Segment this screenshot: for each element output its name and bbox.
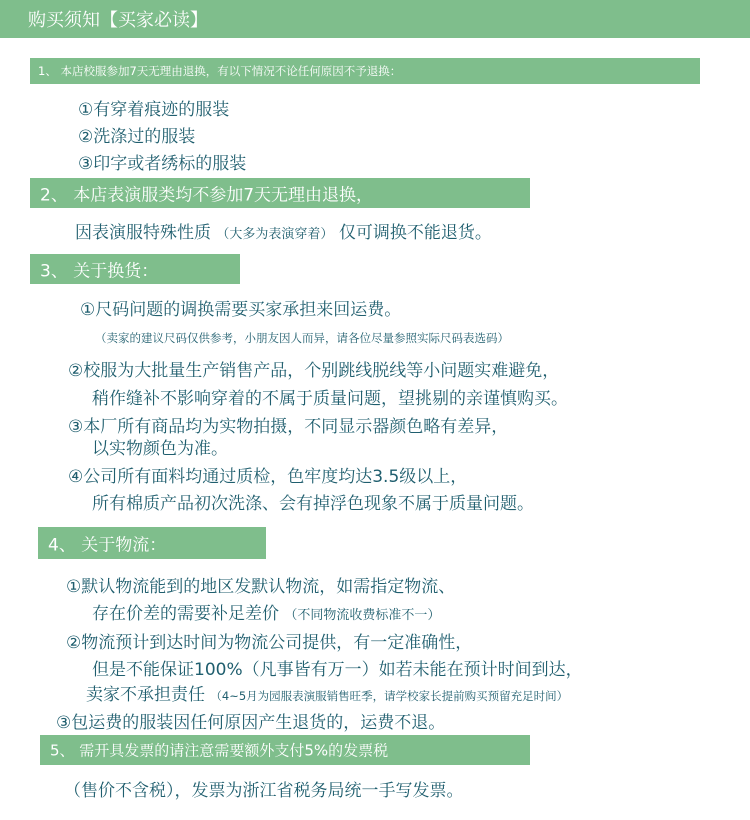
s4-item-2c: 卖家不承担责任	[86, 685, 205, 705]
s4-item-2c-row	[86, 680, 568, 705]
s4-item-2b: 但是不能保证100%（凡事皆有万一）如若未能在预计时间到达，	[92, 660, 583, 680]
s1-item-2: ②洗涤过的服装	[78, 127, 196, 147]
section-5-bar	[40, 735, 530, 765]
page-title: 购买须知【买家必读】	[28, 10, 208, 31]
s2-line-b: 仅可调换不能退货。	[338, 223, 492, 243]
section-4-heading: 4、 关于物流：	[48, 535, 167, 556]
s3-item-4b: 所有棉质产品初次洗涤、会有掉浮色现象不属于质量问题。	[92, 494, 534, 514]
section-5-heading: 5、 需开具发票的请注意需要额外支付5%的发票税	[50, 741, 389, 760]
section-2-bar	[30, 178, 530, 208]
s4-item-1b: 存在价差的需要补足差价	[92, 604, 279, 624]
s5-line: （售价不含税），发票为浙江省税务局统一手写发票。	[64, 781, 464, 801]
s4-item-2a: ②物流预计到达时间为物流公司提供，有一定准确性，	[66, 633, 473, 653]
s4-item-1b-row	[92, 599, 440, 624]
header-bar	[0, 0, 750, 38]
s3-item-3a: ③本厂所有商品均为实物拍摄，不同显示器颜色略有差异，	[68, 417, 509, 437]
s3-item-4a: ④公司所有面料均通过质检，色牢度均达3.5级以上，	[68, 467, 468, 487]
section-1-bar	[30, 58, 700, 84]
s3-item-2b: 稍作缝补不影响穿着的不属于质量问题，望挑剔的亲谨慎购买。	[92, 389, 568, 409]
s3-item-1: ①尺码问题的调换需要买家承担来回运费。	[80, 300, 402, 320]
s4-item-2c-note: （4~5月为园服表演服销售旺季，请学校家长提前购买预留充足时间）	[210, 689, 569, 703]
s4-item-3: ③包运费的服装因任何原因产生退货的，运费不退。	[56, 713, 446, 733]
s1-item-3: ③印字或者绣标的服装	[78, 154, 247, 174]
s3-item-2a: ②校服为大批量生产销售产品，个别跳线脱线等小问题实难避免，	[68, 361, 560, 381]
section-4-bar	[38, 527, 266, 559]
s1-item-1: ①有穿着痕迹的服装	[78, 100, 230, 120]
section-1-heading: 1、 本店校服参加7天无理由退换，有以下情况不论任何原因不予退换：	[38, 64, 402, 78]
s4-item-1a: ①默认物流能到的地区发默认物流，如需指定物流、	[66, 577, 456, 597]
s2-note: （大多为表演穿着）	[216, 227, 334, 242]
section-3-bar	[30, 254, 240, 284]
section-2-heading: 2、 本店表演服类均不参加7天无理由退换，	[40, 185, 374, 206]
s3-item-1-note: （卖家的建议尺码仅供参考，小朋友因人而异，请各位尽量参照实际尺码表选码）	[95, 331, 509, 345]
s2-line	[75, 218, 492, 243]
s4-item-1b-note: （不同物流收费标准不一）	[284, 608, 441, 623]
s2-line-a: 因表演服特殊性质	[75, 223, 211, 243]
s3-item-3b: 以实物颜色为准。	[92, 439, 228, 459]
section-3-heading: 3、 关于换货：	[40, 261, 159, 282]
